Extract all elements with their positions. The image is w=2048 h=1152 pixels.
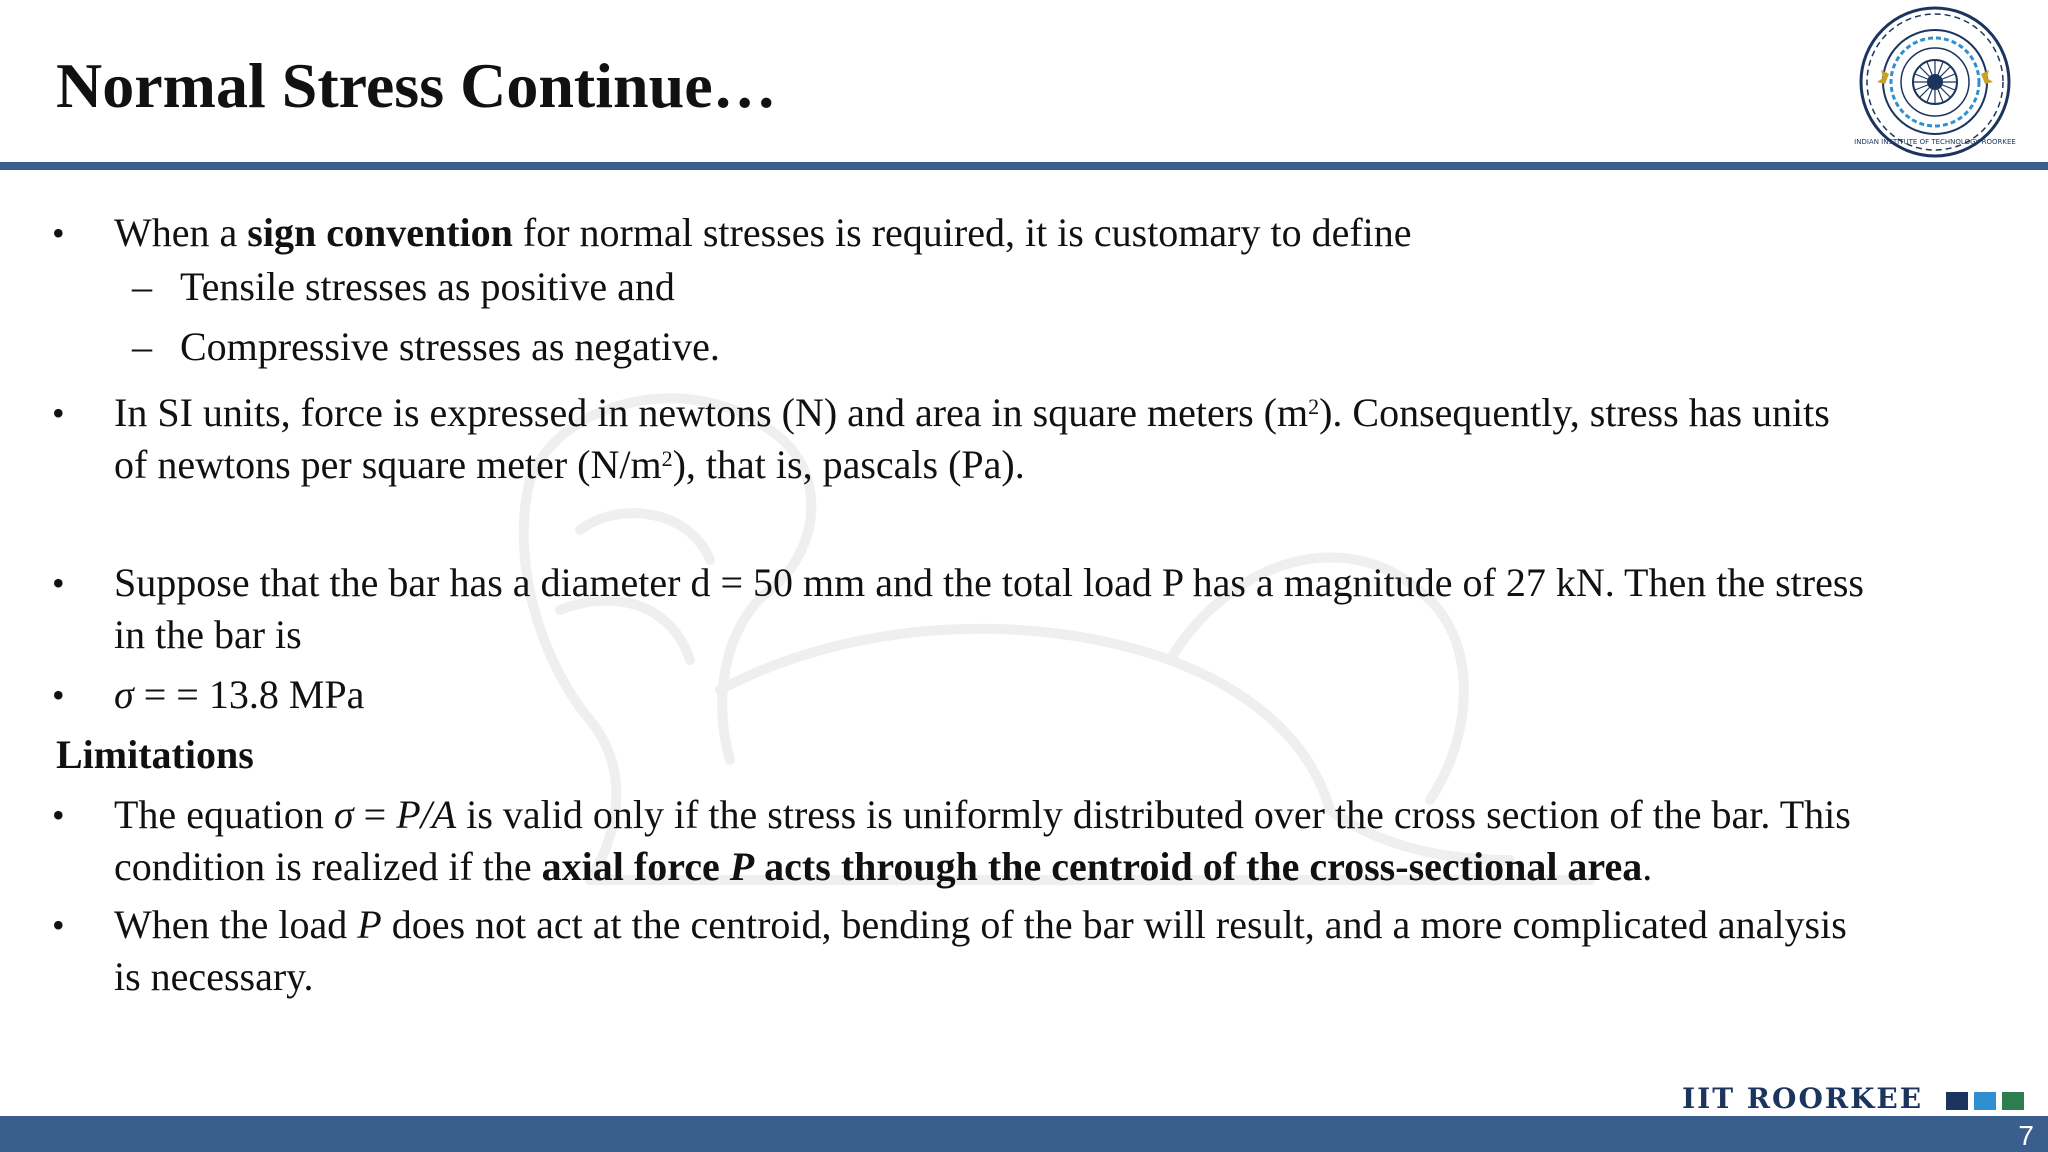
sigma-symbol: σ	[114, 672, 134, 717]
text-run: When a	[114, 210, 248, 255]
bold-term: axial force	[541, 844, 730, 889]
bullet-si-units-line1	[114, 388, 1830, 438]
bullet-stress-result	[114, 670, 364, 720]
bullet-marker: •	[52, 675, 65, 715]
bullet-marker: •	[52, 563, 65, 603]
sub-bullet-marker: –	[132, 264, 152, 309]
text-run: of newtons per square meter (N/m	[114, 442, 662, 487]
bullet-bar-example-line1: Suppose that the bar has a diameter d = 50 mm and the total load P has a magnitude of 27 kN. Then the stress	[114, 560, 1864, 605]
superscript: 2	[661, 446, 673, 471]
brand-square-green	[2002, 1092, 2024, 1110]
bullet-marker: •	[52, 393, 65, 433]
bullet-bar-example-line2: in the bar is	[114, 612, 302, 657]
text-run: When the load	[114, 902, 358, 947]
text-run: ), that is, pascals (Pa).	[672, 442, 1025, 487]
text-run: = = 13.8 MPa	[133, 672, 365, 717]
bullet-eccentric-load-line1	[114, 900, 1847, 950]
bold-term: sign convention	[247, 210, 513, 255]
sigma-symbol: σ	[333, 792, 354, 837]
bullet-marker: •	[52, 213, 65, 253]
limitations-heading: Limitations	[56, 732, 254, 777]
text-run: for normal stresses is required, it is customary to define	[512, 210, 1412, 255]
text-run: In SI units, force is expressed in newtons (N) and area in square meters (m	[114, 390, 1309, 435]
sub-bullet-marker: –	[132, 324, 152, 369]
bullet-marker: •	[52, 905, 65, 945]
italic-p: P	[357, 902, 382, 947]
brand-square-navy	[1946, 1092, 1968, 1110]
bullet-marker: •	[52, 795, 65, 835]
text-run: is valid only if the stress is uniformly distributed over the cross section of the bar. This	[456, 792, 1851, 837]
superscript: 2	[1308, 394, 1320, 419]
brand-square-blue	[1974, 1092, 1996, 1110]
bullet-equation-validity-line2	[114, 842, 1652, 892]
text-run: does not act at the centroid, bending of the bar will result, and a more complicated analysis	[381, 902, 1847, 947]
page-number: 7	[2018, 1120, 2034, 1151]
bullet-sign-convention	[114, 208, 1412, 258]
text-run: =	[353, 792, 397, 837]
slide-title: Normal Stress Continue…	[56, 50, 777, 121]
logo-ring-text: INDIAN INSTITUTE OF TECHNOLOGY ROORKEE	[1854, 138, 2016, 146]
bold-italic-p: P	[729, 844, 755, 889]
iit-roorkee-wordmark: IIT ROORKEE	[1682, 1082, 1924, 1115]
footer-bar	[0, 1116, 2048, 1152]
text-run: condition is realized if the	[114, 844, 542, 889]
sub-bullet-tensile: Tensile stresses as positive and	[180, 264, 675, 309]
bullet-eccentric-load-line2: is necessary.	[114, 954, 314, 999]
text-run: ). Consequently, stress has units	[1319, 390, 1830, 435]
sub-bullet-compressive: Compressive stresses as negative.	[180, 324, 720, 369]
bold-term: acts through the centroid of the cross-sectional area	[754, 844, 1643, 889]
bullet-equation-validity-line1	[114, 790, 1851, 840]
bullet-si-units-line2	[114, 440, 1025, 490]
text-run: The equation	[114, 792, 334, 837]
equation-p-over-a: P/A	[396, 792, 457, 837]
text-run: .	[1642, 844, 1653, 889]
